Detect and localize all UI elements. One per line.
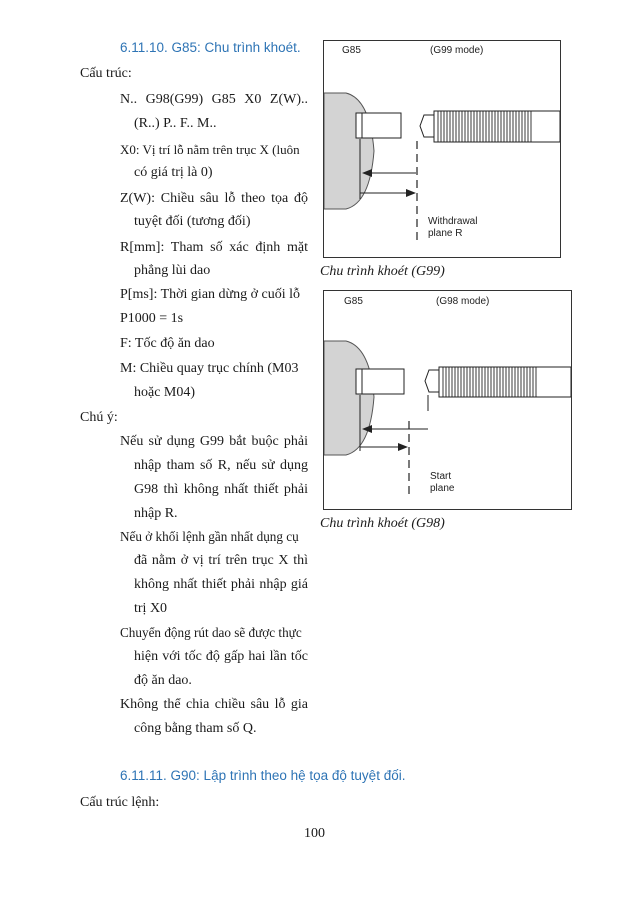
param-f-line: F: Tốc độ ăn dao (120, 336, 215, 351)
figure-1-code: G85 (342, 45, 361, 56)
note-1-line-4: nhập R. (134, 506, 178, 521)
param-m-line-2: hoặc M04) (134, 385, 196, 400)
figure-1-plane-label-2: plane R (428, 228, 463, 239)
param-p-line-1: P[ms]: Thời gian dừng ở cuối lỗ (120, 287, 301, 302)
note-1-line-2: nhập tham số R, nếu sử dụng (134, 458, 308, 473)
param-r-line-1: R[mm]: Tham số xác định mặt (120, 240, 308, 255)
note-2-line-2: đã nằm ở vị trí trên trục X thì (134, 553, 308, 568)
syntax-line-1: N.. G98(G99) G85 X0 Z(W).. (120, 92, 308, 107)
param-r-line-2: phẳng lùi dao (134, 263, 211, 278)
figure-2-plane-label-1: Start (430, 471, 452, 482)
note-label: Chú ý: (80, 410, 118, 425)
param-x0-line-2: có giá trị là 0) (134, 165, 213, 180)
structure-label: Cấu trúc: (80, 66, 132, 81)
figure-2-code: G85 (344, 296, 363, 307)
bore-hole (356, 113, 401, 138)
figure-2-caption: Chu trình khoét (G98) (320, 516, 445, 531)
param-x0-line-1: X0: Vị trí lỗ nằm trên trục X (luôn (120, 142, 300, 157)
figure-1-caption: Chu trình khoét (G99) (320, 264, 445, 279)
figure-1-mode: (G99 mode) (430, 45, 484, 56)
note-3-line-1: Chuyển động rút dao sẽ được thực (120, 625, 302, 640)
note-1-line-3: G98 thì không nhất thiết phải (134, 482, 308, 497)
tool-tip (425, 370, 439, 392)
note-2-line-4: trị X0 (134, 601, 168, 616)
section-heading-g90: 6.11.11. G90: Lập trình theo hệ tọa độ tuyệt đối. (120, 768, 406, 783)
workpiece-shape (324, 341, 374, 455)
param-z-line-2: tuyệt đối (tương đối) (134, 214, 251, 229)
retract-arrowhead (398, 443, 408, 451)
note-1-line-1: Nếu sử dụng G99 bắt buộc phải (120, 434, 308, 449)
page-number: 100 (304, 826, 325, 841)
note-4-line-1: Không thể chia chiều sâu lỗ gia (120, 697, 308, 712)
figure-g85-g99 (323, 40, 561, 258)
param-p-line-2: P1000 = 1s (120, 311, 184, 326)
bore-hole (356, 369, 404, 394)
figure-2-plane-label-2: plane (430, 483, 455, 494)
tool-tip (420, 115, 434, 137)
command-structure-label: Cấu trúc lệnh: (80, 795, 160, 810)
figure-2-mode: (G98 mode) (436, 296, 490, 307)
section-heading-g85: 6.11.10. G85: Chu trình khoét. (120, 40, 301, 55)
syntax-line-2: (R..) P.. F.. M.. (134, 116, 217, 131)
workpiece-shape (324, 93, 374, 209)
note-2-line-3: không nhất thiết phải nhập giá (134, 577, 308, 592)
retract-arrowhead (406, 189, 416, 197)
note-3-line-2: hiện với tốc độ gấp hai lần tốc (134, 649, 308, 664)
figure-1-plane-label-1: Withdrawal (428, 216, 478, 227)
figure-g85-g98 (323, 290, 572, 510)
note-3-line-3: độ ăn dao. (134, 673, 192, 688)
note-4-line-2: công bằng tham số Q. (134, 721, 257, 736)
param-z-line-1: Z(W): Chiều sâu lỗ theo tọa độ (120, 191, 308, 206)
note-2-line-1: Nếu ở khối lệnh gần nhất dụng cụ (120, 529, 299, 544)
param-m-line-1: M: Chiều quay trục chính (M03 (120, 361, 299, 376)
tool-body (439, 367, 571, 397)
